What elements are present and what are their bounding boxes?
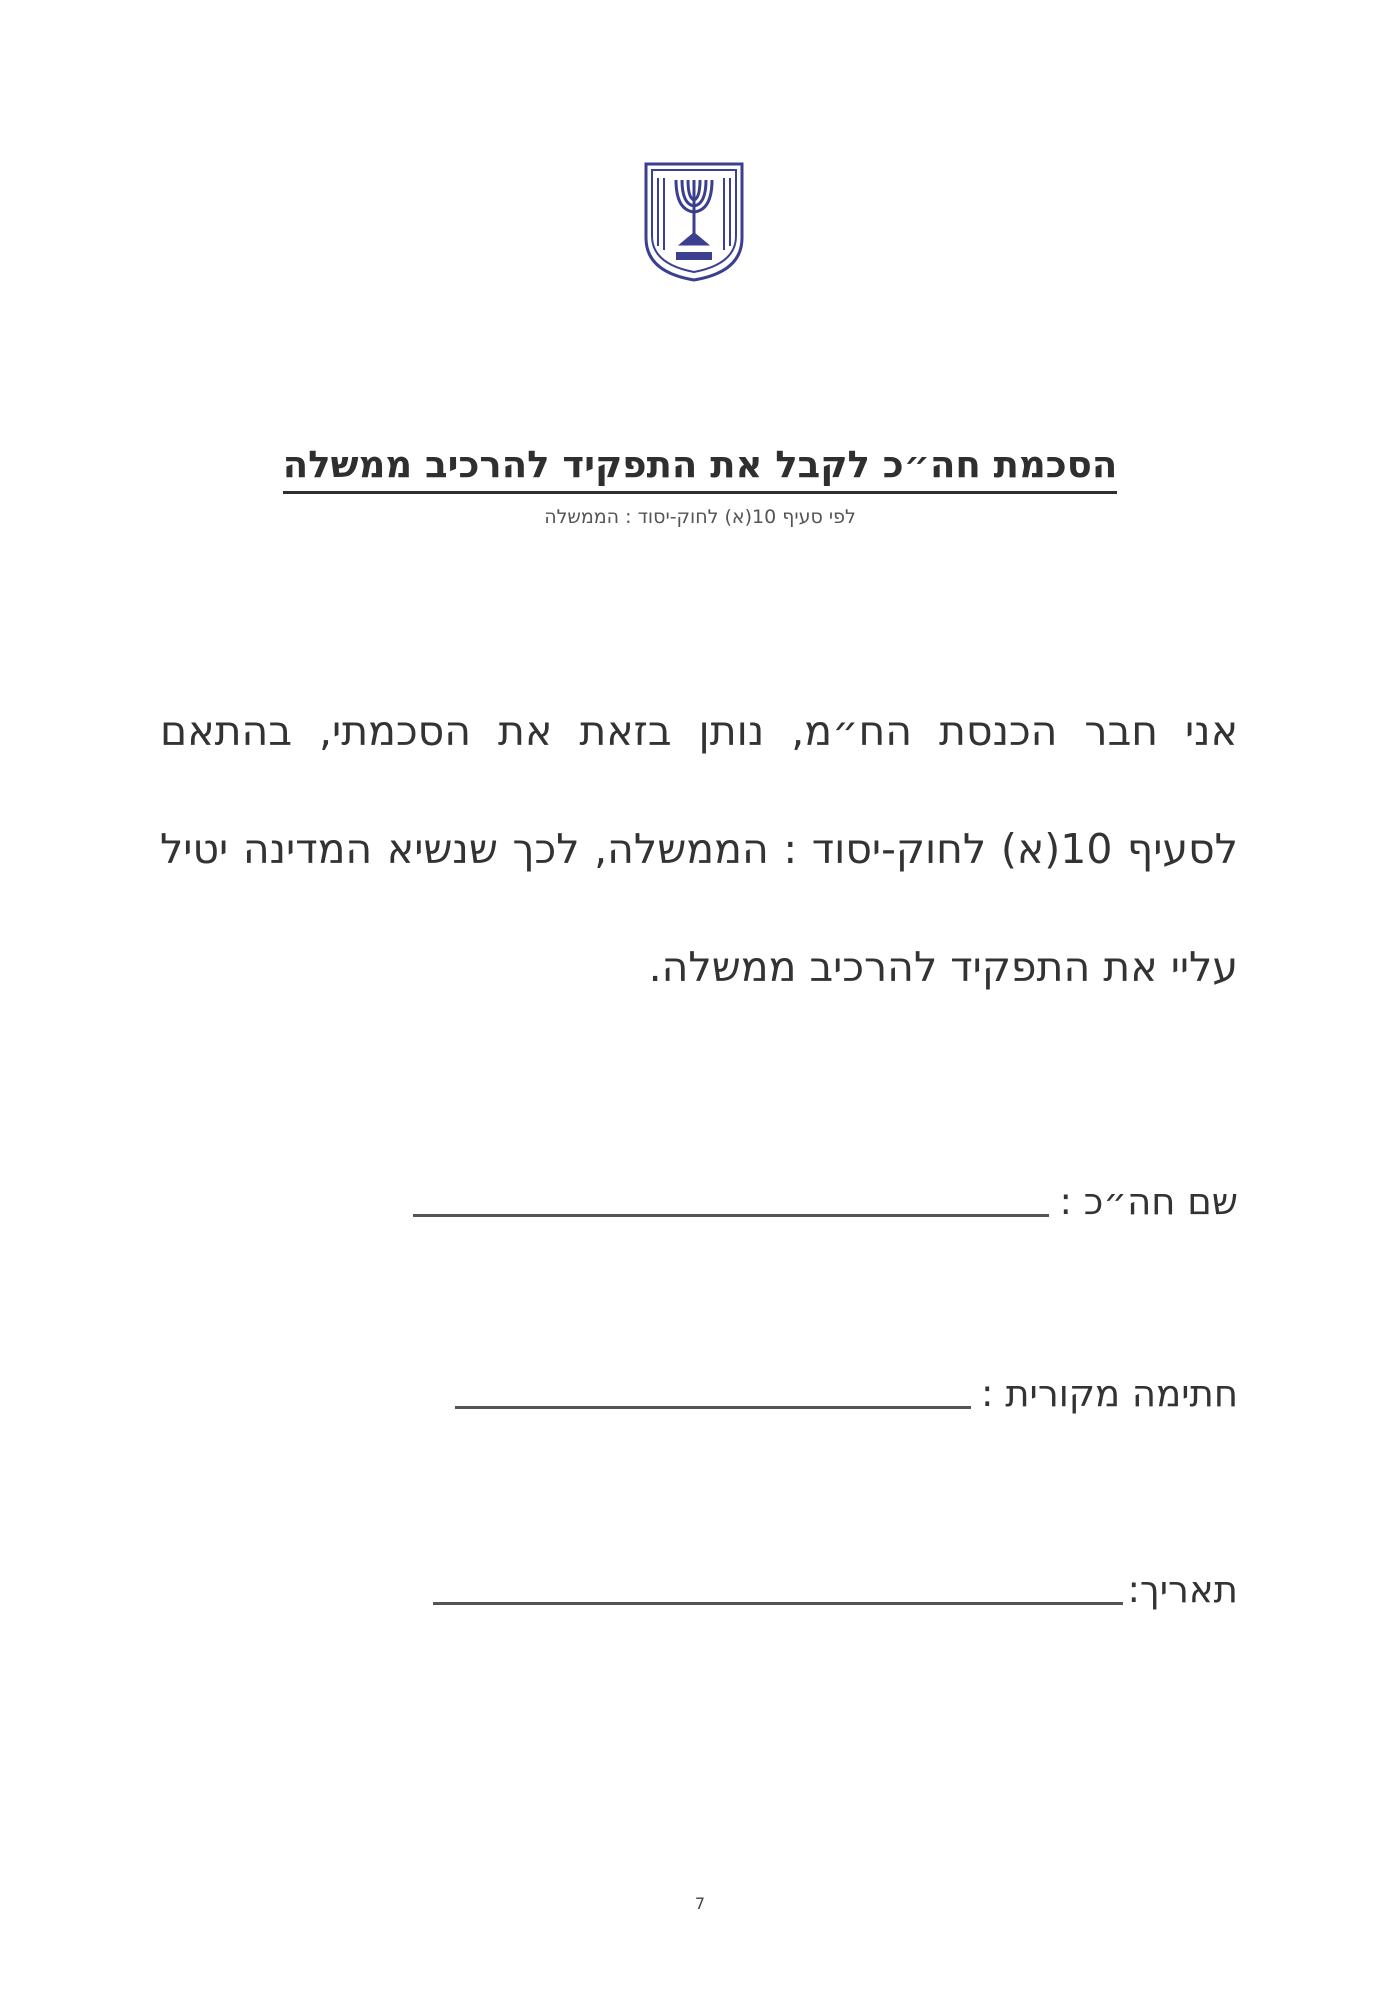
consent-statement — [160, 672, 1238, 1026]
consent-statement-line-1: אני חבר הכנסת הח״מ, נותן בזאת את הסכמתי, בהתאם — [160, 707, 1238, 755]
mk-name-field — [413, 1180, 1238, 1223]
document-subtitle: לפי סעיף 10(א) לחוק-יסוד : הממשלה — [544, 506, 856, 528]
original-signature-blank-line — [455, 1372, 971, 1409]
document-title-text: הסכמת חה״כ לקבל את התפקיד להרכיב ממשלה — [283, 444, 1118, 494]
document-title — [0, 444, 1400, 494]
consent-statement-line-2: לסעיף 10(א) לחוק-יסוד : הממשלה, לכך שנשיא המדינה יטיל — [160, 825, 1238, 873]
page-number: 7 — [694, 1894, 706, 1913]
date-field — [433, 1568, 1238, 1611]
original-signature-label: חתימה מקורית : — [981, 1372, 1238, 1415]
mk-name-label: שם חה״כ : — [1059, 1180, 1238, 1223]
mk-name-blank-line — [413, 1180, 1049, 1217]
date-label: תאריך: — [1127, 1568, 1238, 1611]
state-emblem-icon — [642, 160, 746, 284]
date-blank-line — [433, 1568, 1123, 1605]
consent-statement-line-3: עליי את התפקיד להרכיב ממשלה. — [648, 943, 1238, 991]
original-signature-field — [455, 1372, 1238, 1415]
